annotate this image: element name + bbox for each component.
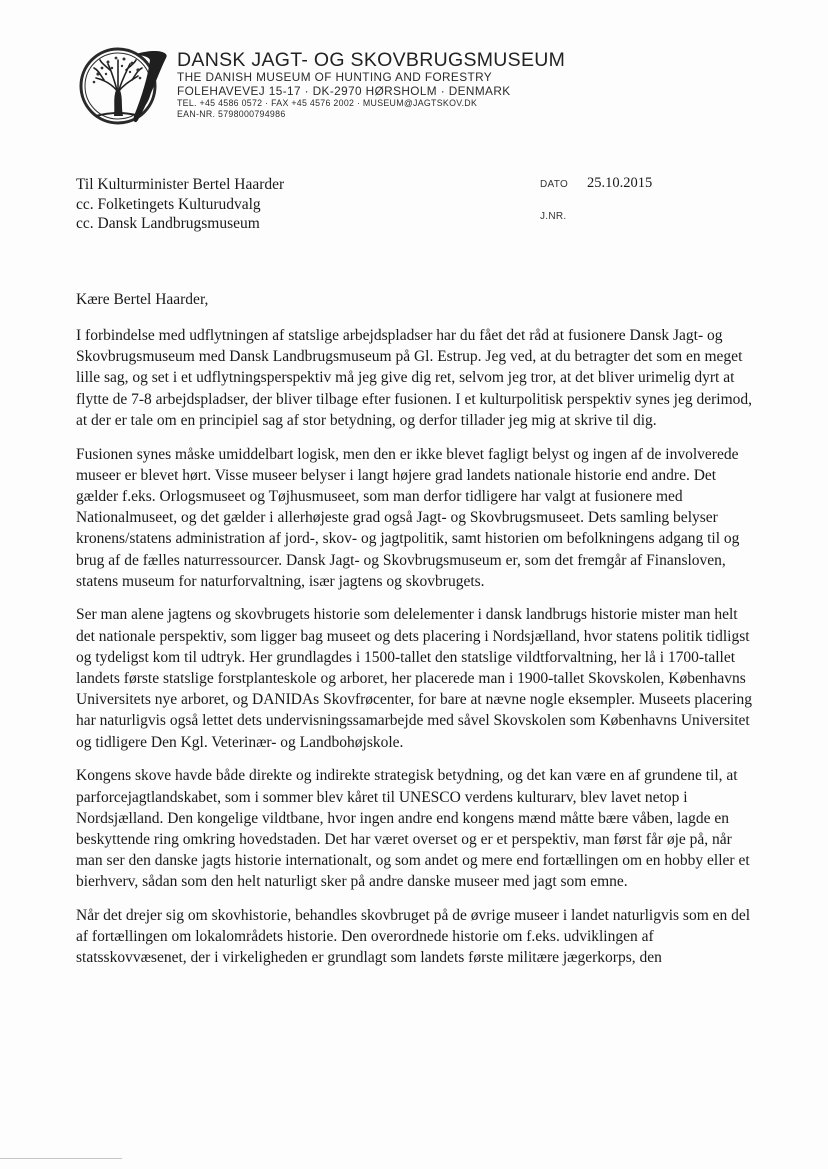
museum-address: FOLEHAVEVEJ 15-17 · DK-2970 HØRSHOLM · DENMARK [177,84,511,98]
paragraph: I forbindelse med udflytningen af statslige arbejdspladser har du fået det råd at fusionere Dansk Jagt- og Skovbrugsmuseum med Dansk Landbrugsmuseum på Gl. Estrup. Jeg ved, at du betragter det som en meget lille sag, og set i et udflytningsperspektiv må jeg give dig ret, selvom jeg tror, at det bliver urimelig dyrt at flytte de 7-8 arbejdspladser, der bliver tilbage efter fusionen. I et kulturpolitisk perspektiv synes jeg derimod, at der er tale om en principiel sag af stor betydning, og derfor tillader jeg mig at skrive til dig. [76,327,753,429]
paragraph: Fusionen synes måske umiddelbart logisk, men den er ikke blevet fagligt belyst og ingen af de involverede museer er blevet hørt. Visse museer belyser i langt højere grad landets nationale historie end andre. Det gælder f.eks. Orlogsmuseet og Tøjhusmuseet, som man derfor tidligere har valgt at fusionere med Nationalmuseet, og det gælder i allerhøjeste grad også Jagt- og Skovbrugsmuseet. Dets samling belyser kronens/statens administration af jord-, skov- og jagtpolitik, samt historien om befolkningens adgang til og brug af de fælles naturressourcer. Dansk Jagt- og Skovbrugsmuseum er, som det fremgår af Finansloven, statens museum for naturforvaltning, især jagtens og skovbrugets. [76,445,740,590]
letterhead [177,50,565,120]
museum-name-english: THE DANISH MUSEUM OF HUNTING AND FORESTRY [177,70,493,84]
jnr-label: J.NR. [540,211,567,222]
jnr-row [540,211,652,247]
museum-ean: EAN-NR. 5798000794986 [177,109,286,119]
recipient-line: cc. Dansk Landbrugsmuseum [76,215,260,232]
date-value: 25.10.2015 [587,175,653,191]
date-row [540,175,652,211]
paragraph: Ser man alene jagtens og skovbrugets historie som delelementer i dansk landbrugs historie mister man helt det nationale perspektiv, som ligger bag museet og dets placering i Nordsjælland, hvor statens politik tidligst og tydeligst kom til udtryk. Her grundlagdes i 1500-tallet den statslige vildtforvaltning, her lå i 1700-tallet landets første statslige forstplanteskole og arboret, her placerede man i 1900-tallet Skovskolen, Københavns Universitets nye arboret, og DANIDAs Skovfrøcenter, for bare at nævne nogle eksempler. Museets placering har naturligvis også lettet dets undervisningssamarbejde med såvel Skovskolen som Københavns Universitet og tidligere Den Kgl. Veterinær- og Landbohøjskole. [76,606,753,751]
museum-contact: TEL. +45 4586 0572 · FAX +45 4576 2002 · MUSEUM@JAGTSKOV.DK [177,98,478,108]
letter-body [76,325,756,981]
divider [0,1158,122,1159]
salutation: Kære Bertel Haarder, [76,291,209,308]
museum-name: DANSK JAGT- OG SKOVBRUGSMUSEUM [177,49,566,71]
recipient-line: cc. Folketingets Kulturudvalg [76,195,261,213]
date-label: DATO [540,179,569,190]
recipient-block [76,175,284,234]
paragraph: Kongens skove havde både direkte og indirekte strategisk betydning, og det kan være en af grundene til, at parforcejagtlandskabet, som i sommer blev kåret til UNESCO verdens kulturarv, blev lavet netop i Nordsjælland. Den kongelige vildtbane, hvor ingen andre end kongens mænd måtte bære våben, lagde en beskyttende ring omkring hovedstaden. Det har været overset og er et perspektiv, man først får øje på, når man ser den danske jagts historie internationalt, og som andet og mere end fortællingen om en hobby eller et bierhverv, sådan som den helt naturligt sker på andre danske museer med jagt som emne. [76,767,750,891]
paragraph: Når det drejer sig om skovhistorie, behandles skovbruget på de øvrige museer i landet naturligvis som en del af fortællingen om lokalområdets historie. Den overordnede historie om f.eks. udviklingen af statsskovvæsenet, der i virkeligheden er grundlagt som landets første militære jægerkorps, den [76,907,751,967]
recipient-line: Til Kulturminister Bertel Haarder [76,176,285,193]
letter-meta [540,175,652,247]
tree-logo-icon [78,44,170,128]
